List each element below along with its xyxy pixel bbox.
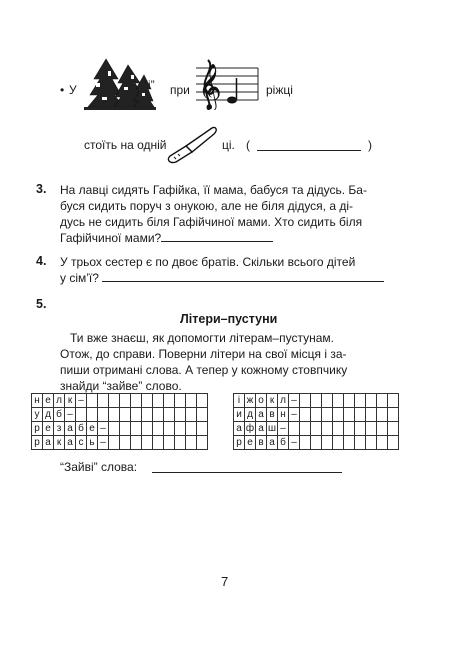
grid-cell[interactable] bbox=[300, 436, 311, 450]
riddle-suffix-2: ці. bbox=[222, 138, 235, 152]
grid-cell[interactable]: – bbox=[278, 422, 289, 436]
grid-cell[interactable] bbox=[355, 436, 366, 450]
grid-row bbox=[234, 394, 399, 408]
grid-cell[interactable] bbox=[142, 394, 153, 408]
grid-cell[interactable] bbox=[131, 422, 142, 436]
grid-cell[interactable]: о bbox=[256, 394, 267, 408]
grid-cell[interactable] bbox=[131, 408, 142, 422]
grid-cell[interactable]: д bbox=[245, 408, 256, 422]
grid-cell[interactable] bbox=[333, 394, 344, 408]
grid-cell[interactable]: а bbox=[43, 436, 54, 450]
grid-cell[interactable]: ь bbox=[87, 436, 98, 450]
task-3-line: Гафійчиної мами? bbox=[60, 230, 367, 246]
grid-cell[interactable] bbox=[109, 394, 120, 408]
grid-row bbox=[32, 422, 208, 436]
grid-cell[interactable] bbox=[109, 408, 120, 422]
grid-cell[interactable] bbox=[377, 422, 388, 436]
task-5-line: Ти вже знаєш, як допомогти літерам–пустунам. bbox=[70, 331, 334, 345]
grid-cell[interactable]: д bbox=[43, 408, 54, 422]
grid-cell[interactable]: е bbox=[245, 436, 256, 450]
task-5-number: 5. bbox=[36, 297, 47, 311]
grid-cell[interactable] bbox=[164, 436, 175, 450]
bullet: • bbox=[60, 83, 65, 97]
riddle-line-2: стоїть на одній bbox=[84, 138, 167, 152]
grid-cell[interactable]: р bbox=[32, 436, 43, 450]
grid-cell[interactable] bbox=[120, 436, 131, 450]
grid-cell[interactable]: к bbox=[54, 436, 65, 450]
grid-cell[interactable] bbox=[377, 436, 388, 450]
treble-clef-note-icon bbox=[194, 58, 260, 110]
grid-cell[interactable] bbox=[197, 408, 208, 422]
grid-cell[interactable]: ш bbox=[267, 422, 277, 434]
grid-cell[interactable] bbox=[366, 408, 377, 422]
grid-cell[interactable]: б bbox=[278, 436, 289, 450]
grid-cell[interactable] bbox=[164, 394, 175, 408]
grid-cell[interactable] bbox=[175, 436, 186, 450]
grid-cell[interactable] bbox=[344, 394, 355, 408]
grid-cell[interactable] bbox=[98, 394, 109, 408]
grid-cell[interactable] bbox=[164, 422, 175, 436]
grid-cell[interactable] bbox=[344, 422, 355, 436]
grid-cell[interactable]: е bbox=[43, 422, 54, 436]
grid-cell[interactable] bbox=[186, 408, 197, 422]
grid-cell[interactable]: а bbox=[65, 422, 76, 436]
grid-cell[interactable]: а bbox=[256, 408, 267, 422]
task-4-line: У трьох сестер є по двоє братів. Скільки всього дітей bbox=[60, 255, 356, 269]
grid-row bbox=[234, 436, 399, 450]
task-4-line: у сім’ї? bbox=[60, 270, 384, 286]
grid-cell[interactable]: н bbox=[278, 408, 289, 422]
grid-cell[interactable]: с bbox=[76, 436, 87, 450]
task-5-line: Отож, до справи. Поверни літери на свої місця і за- bbox=[60, 347, 347, 361]
grid-cell[interactable] bbox=[322, 422, 333, 436]
grid-cell[interactable]: а bbox=[267, 436, 278, 450]
grid-row bbox=[234, 422, 399, 436]
grid-cell[interactable] bbox=[197, 422, 208, 436]
grid-cell[interactable] bbox=[344, 408, 355, 422]
grid-cell[interactable]: и bbox=[234, 408, 245, 422]
grid-cell[interactable] bbox=[142, 422, 153, 436]
grid-cell[interactable] bbox=[153, 422, 164, 436]
letter-grid-left[interactable] bbox=[31, 393, 208, 450]
grid-cell[interactable] bbox=[175, 422, 186, 436]
grid-cell[interactable]: а bbox=[256, 422, 267, 436]
grid-cell[interactable]: – bbox=[98, 422, 109, 436]
task-4-number: 4. bbox=[36, 254, 47, 268]
grid-cell[interactable]: н bbox=[32, 394, 43, 408]
grid-cell[interactable] bbox=[311, 436, 322, 450]
quote-i: “і” bbox=[144, 78, 155, 92]
grid-cell[interactable] bbox=[300, 422, 311, 436]
grid-cell[interactable] bbox=[300, 408, 311, 422]
grid-cell[interactable]: к bbox=[65, 394, 76, 408]
grid-cell[interactable]: у bbox=[32, 408, 43, 422]
letter-grid-right[interactable] bbox=[233, 393, 399, 450]
grid-cell[interactable] bbox=[131, 436, 142, 450]
grid-cell[interactable] bbox=[175, 408, 186, 422]
grid-cell[interactable] bbox=[142, 436, 153, 450]
grid-cell[interactable] bbox=[186, 394, 197, 408]
grid-cell[interactable] bbox=[311, 394, 322, 408]
grid-cell[interactable]: р bbox=[234, 436, 245, 450]
grid-cell[interactable]: – bbox=[98, 436, 109, 450]
grid-cell[interactable] bbox=[355, 408, 366, 422]
grid-cell[interactable]: – bbox=[76, 394, 87, 408]
grid-cell[interactable]: е bbox=[87, 422, 98, 436]
grid-cell[interactable]: в bbox=[267, 408, 278, 422]
grid-cell[interactable] bbox=[98, 408, 109, 422]
grid-cell[interactable] bbox=[333, 408, 344, 422]
grid-cell[interactable] bbox=[388, 436, 399, 450]
grid-cell[interactable]: б bbox=[54, 408, 65, 422]
task-3-line: На лавці сидять Гафійка, її мама, бабуся та дідусь. Ба- bbox=[60, 183, 367, 197]
grid-cell[interactable] bbox=[142, 408, 153, 422]
grid-cell[interactable]: ж bbox=[245, 394, 256, 408]
grid-cell[interactable] bbox=[311, 422, 322, 436]
grid-cell[interactable]: – bbox=[289, 394, 300, 408]
grid-cell[interactable] bbox=[109, 436, 120, 450]
task-5-line: знайди “зайве” слово. bbox=[60, 379, 182, 393]
riddle-suffix-1: ріжці bbox=[266, 83, 293, 97]
riddle-prefix: У bbox=[69, 83, 77, 97]
grid-cell[interactable] bbox=[388, 394, 399, 408]
task-3-line: дусь не сидить біля Гафійчиної мами. Хто сидить біля bbox=[60, 215, 363, 229]
grid-cell[interactable] bbox=[109, 422, 120, 436]
paren-close: ) bbox=[368, 138, 372, 152]
grid-cell[interactable]: а bbox=[234, 422, 245, 436]
grid-cell[interactable]: ф bbox=[245, 422, 255, 434]
grid-cell[interactable] bbox=[153, 394, 164, 408]
page-number: 7 bbox=[221, 574, 229, 589]
grid-cell[interactable] bbox=[87, 408, 98, 422]
task-5-text bbox=[60, 330, 347, 394]
grid-cell[interactable] bbox=[377, 408, 388, 422]
task-3-number: 3. bbox=[36, 182, 47, 196]
grid-cell[interactable] bbox=[355, 422, 366, 436]
grid-cell[interactable] bbox=[186, 422, 197, 436]
grid-cell[interactable] bbox=[355, 394, 366, 408]
extra-words-answer-line[interactable] bbox=[152, 462, 342, 473]
task-3-text bbox=[60, 182, 367, 246]
grid-row bbox=[32, 394, 208, 408]
grid-cell[interactable] bbox=[120, 408, 131, 422]
grid-cell[interactable] bbox=[76, 408, 87, 422]
grid-cell[interactable] bbox=[322, 394, 333, 408]
grid-cell[interactable] bbox=[322, 408, 333, 422]
word-pry: при bbox=[170, 83, 190, 97]
grid-cell[interactable]: е bbox=[43, 394, 54, 408]
grid-cell[interactable] bbox=[366, 422, 377, 436]
task-3-line: буся сидить поруч з онукою, але не біля дідуся, а ді- bbox=[60, 199, 354, 213]
grid-cell[interactable] bbox=[120, 422, 131, 436]
grid-cell[interactable] bbox=[164, 408, 175, 422]
grid-cell[interactable]: л bbox=[54, 394, 65, 408]
answer-label: “Зайві” слова: bbox=[60, 460, 138, 474]
grid-cell[interactable] bbox=[175, 394, 186, 408]
grid-cell[interactable] bbox=[333, 422, 344, 436]
grid-cell[interactable] bbox=[344, 436, 355, 450]
grid-cell[interactable] bbox=[377, 394, 388, 408]
grid-cell[interactable] bbox=[366, 394, 377, 408]
task-5-line: пиши отримані слова. А тепер у кожному стовпчику bbox=[60, 363, 348, 377]
grid-cell[interactable] bbox=[388, 408, 399, 422]
grid-cell[interactable] bbox=[388, 422, 399, 436]
task-3-answer-line[interactable] bbox=[161, 231, 273, 242]
grid-cell[interactable]: к bbox=[267, 394, 278, 408]
grid-cell[interactable]: з bbox=[54, 422, 65, 436]
grid-cell[interactable]: – bbox=[65, 408, 76, 422]
grid-cell[interactable]: л bbox=[278, 394, 289, 408]
grid-cell[interactable]: і bbox=[234, 394, 245, 408]
grid-cell[interactable] bbox=[120, 394, 131, 408]
grid-cell[interactable] bbox=[131, 394, 142, 408]
grid-cell[interactable]: р bbox=[32, 422, 43, 436]
grid-cell[interactable]: в bbox=[256, 436, 267, 450]
task-4-text bbox=[60, 254, 384, 286]
grid-cell[interactable] bbox=[197, 394, 208, 408]
grid-row bbox=[32, 408, 208, 422]
grid-cell[interactable]: – bbox=[289, 408, 300, 422]
grid-row bbox=[234, 408, 399, 422]
knife-icon bbox=[164, 124, 218, 164]
task-5-title: Літери–пустуни bbox=[180, 312, 278, 326]
svg-text:𝄞: 𝄞 bbox=[198, 64, 222, 110]
grid-cell[interactable] bbox=[366, 436, 377, 450]
grid-cell[interactable] bbox=[186, 436, 197, 450]
grid-cell[interactable] bbox=[311, 408, 322, 422]
grid-cell[interactable] bbox=[87, 394, 98, 408]
grid-cell[interactable] bbox=[322, 436, 333, 450]
grid-cell[interactable]: – bbox=[289, 436, 300, 450]
grid-cell[interactable]: б bbox=[76, 422, 87, 436]
paren-open: ( bbox=[246, 138, 250, 152]
grid-cell[interactable]: а bbox=[65, 436, 76, 450]
grid-cell[interactable] bbox=[197, 436, 208, 450]
task-4-answer-line[interactable] bbox=[102, 271, 384, 282]
grid-cell[interactable] bbox=[300, 394, 311, 408]
riddle-answer-line[interactable] bbox=[257, 140, 361, 151]
grid-row bbox=[32, 436, 208, 450]
grid-cell[interactable] bbox=[333, 436, 344, 450]
grid-cell[interactable] bbox=[153, 408, 164, 422]
grid-cell[interactable] bbox=[153, 436, 164, 450]
grid-cell[interactable] bbox=[289, 422, 300, 436]
